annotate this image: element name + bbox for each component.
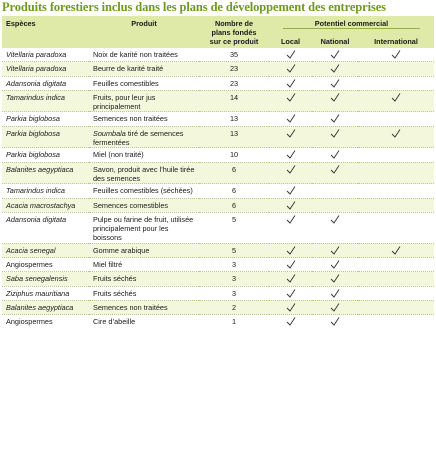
table-row — [2, 198, 434, 212]
product-text: tiré de semences fermentées — [93, 128, 184, 148]
header-national: National — [312, 37, 358, 48]
product-cell — [89, 162, 199, 184]
checkmark-icon — [286, 260, 296, 269]
product-text: Savon, produit avec l’huile tirée des semences — [93, 164, 195, 183]
header-species: Espèces — [2, 16, 89, 48]
species-cell: Adansonia digitata — [2, 76, 89, 90]
international-potential-cell — [358, 148, 434, 162]
national-potential-cell — [312, 198, 358, 212]
species-cell: Tamarindus indica — [2, 184, 89, 198]
table-row — [2, 112, 434, 126]
product-text: Cire d’abeille — [93, 317, 136, 327]
checkmark-icon — [286, 246, 296, 255]
checkmark-icon — [330, 129, 340, 138]
header-count-line2: plans fondés — [211, 28, 257, 37]
international-potential-cell — [358, 126, 434, 148]
checkmark-icon — [286, 303, 296, 312]
checkmark-icon — [286, 150, 296, 159]
checkmark-icon — [286, 79, 296, 88]
product-text: Feuilles comestibles (séchées) — [93, 186, 193, 196]
local-potential-cell — [269, 300, 312, 314]
checkmark-icon — [330, 150, 340, 159]
table-row — [2, 272, 434, 286]
checkmark-icon — [391, 246, 401, 255]
product-cell — [89, 62, 199, 76]
species-cell: Angiospermes — [2, 258, 89, 272]
species-cell: Adansonia digitata — [2, 212, 89, 243]
product-cell — [89, 148, 199, 162]
product-cell — [89, 90, 199, 112]
national-potential-cell — [312, 90, 358, 112]
table-row — [2, 258, 434, 272]
product-text: Fruits séchés — [93, 274, 137, 284]
checkmark-icon — [330, 317, 340, 326]
checkmark-icon — [286, 274, 296, 283]
plan-count-cell: 6 — [199, 184, 269, 198]
checkmark-icon — [330, 50, 340, 59]
local-potential-cell — [269, 258, 312, 272]
checkmark-icon — [330, 79, 340, 88]
local-potential-cell — [269, 212, 312, 243]
header-potential — [269, 16, 434, 37]
checkmark-icon — [330, 260, 340, 269]
product-cell — [89, 198, 199, 212]
header-potential-label: Potentiel commercial — [283, 19, 420, 29]
international-potential-cell — [358, 243, 434, 257]
product-text: Gomme arabique — [93, 245, 150, 255]
checkmark-icon — [286, 201, 296, 210]
national-potential-cell — [312, 272, 358, 286]
national-potential-cell — [312, 48, 358, 62]
product-cell — [89, 286, 199, 300]
local-potential-cell — [269, 286, 312, 300]
plan-count-cell: 5 — [199, 243, 269, 257]
checkmark-icon — [330, 303, 340, 312]
species-cell: Ziziphus mauritiana — [2, 286, 89, 300]
table-container — [2, 16, 434, 465]
forest-products-table — [2, 16, 434, 329]
national-potential-cell — [312, 76, 358, 90]
local-potential-cell — [269, 315, 312, 329]
product-local-name: Soumbala — [93, 128, 126, 138]
header-count-line3: sur ce produit — [209, 37, 259, 46]
national-potential-cell — [312, 212, 358, 243]
table-row — [2, 62, 434, 76]
local-potential-cell — [269, 148, 312, 162]
product-text: Semences non traitées — [93, 114, 168, 124]
local-potential-cell — [269, 112, 312, 126]
product-cell — [89, 212, 199, 243]
product-cell — [89, 48, 199, 62]
checkmark-icon — [286, 93, 296, 102]
species-cell: Parkia biglobosa — [2, 126, 89, 148]
checkmark-icon — [286, 129, 296, 138]
international-potential-cell — [358, 272, 434, 286]
product-text: Miel filtré — [93, 260, 123, 270]
local-potential-cell — [269, 48, 312, 62]
local-potential-cell — [269, 126, 312, 148]
checkmark-icon — [286, 317, 296, 326]
checkmark-icon — [330, 274, 340, 283]
product-text: Miel (non traité) — [93, 150, 144, 160]
table-row — [2, 76, 434, 90]
national-potential-cell — [312, 62, 358, 76]
local-potential-cell — [269, 184, 312, 198]
species-cell: Acacia senegal — [2, 243, 89, 257]
checkmark-icon — [330, 246, 340, 255]
plan-count-cell: 6 — [199, 198, 269, 212]
checkmark-icon — [330, 215, 340, 224]
checkmark-icon — [286, 114, 296, 123]
table-row — [2, 315, 434, 329]
table-row — [2, 243, 434, 257]
checkmark-icon — [286, 50, 296, 59]
international-potential-cell — [358, 258, 434, 272]
international-potential-cell — [358, 300, 434, 314]
plan-count-cell: 3 — [199, 258, 269, 272]
international-potential-cell — [358, 184, 434, 198]
species-cell: Angiospermes — [2, 315, 89, 329]
plan-count-cell: 14 — [199, 90, 269, 112]
national-potential-cell — [312, 315, 358, 329]
species-cell: Saba senegalensis — [2, 272, 89, 286]
checkmark-icon — [391, 93, 401, 102]
plan-count-cell: 23 — [199, 62, 269, 76]
table-row — [2, 184, 434, 198]
plan-count-cell: 1 — [199, 315, 269, 329]
plan-count-cell: 6 — [199, 162, 269, 184]
local-potential-cell — [269, 90, 312, 112]
plan-count-cell: 5 — [199, 212, 269, 243]
header-count — [199, 16, 269, 48]
product-cell — [89, 184, 199, 198]
local-potential-cell — [269, 243, 312, 257]
national-potential-cell — [312, 286, 358, 300]
table-row — [2, 126, 434, 148]
checkmark-icon — [330, 93, 340, 102]
product-cell — [89, 300, 199, 314]
checkmark-icon — [330, 165, 340, 174]
international-potential-cell — [358, 76, 434, 90]
product-cell — [89, 243, 199, 257]
plan-count-cell: 3 — [199, 286, 269, 300]
national-potential-cell — [312, 184, 358, 198]
checkmark-icon — [330, 64, 340, 73]
table-row — [2, 48, 434, 62]
species-cell: Parkia biglobosa — [2, 148, 89, 162]
checkmark-icon — [330, 289, 340, 298]
national-potential-cell — [312, 162, 358, 184]
international-potential-cell — [358, 315, 434, 329]
table-row — [2, 148, 434, 162]
local-potential-cell — [269, 198, 312, 212]
product-cell — [89, 315, 199, 329]
species-cell: Acacia macrostachya — [2, 198, 89, 212]
table-body — [2, 48, 434, 329]
international-potential-cell — [358, 90, 434, 112]
international-potential-cell — [358, 198, 434, 212]
product-text: Pulpe ou farine de fruit, utilisée principalement pour les boissons — [93, 214, 194, 243]
product-text: Fruits séchés — [93, 288, 137, 298]
species-cell: Tamarindus indica — [2, 90, 89, 112]
table-row — [2, 286, 434, 300]
product-text: Fruits, pour leur jus principalement — [93, 92, 156, 112]
species-cell: Vitellaria paradoxa — [6, 50, 67, 59]
local-potential-cell — [269, 76, 312, 90]
species-cell: Parkia biglobosa — [2, 112, 89, 126]
international-potential-cell — [358, 212, 434, 243]
local-potential-cell — [269, 272, 312, 286]
header-local: Local — [269, 37, 312, 48]
product-cell — [89, 258, 199, 272]
product-text: Noix de karité non traitées — [93, 50, 178, 59]
product-cell — [89, 272, 199, 286]
checkmark-icon — [286, 64, 296, 73]
plan-count-cell: 35 — [229, 50, 239, 59]
species-cell: Vitellaria paradoxa — [2, 62, 89, 76]
species-cell: Balanites aegyptiaca — [2, 162, 89, 184]
checkmark-icon — [330, 114, 340, 123]
checkmark-icon — [391, 129, 401, 138]
national-potential-cell — [312, 112, 358, 126]
product-cell — [89, 76, 199, 90]
plan-count-cell: 10 — [199, 148, 269, 162]
local-potential-cell — [269, 62, 312, 76]
product-cell — [89, 112, 199, 126]
table-row — [2, 300, 434, 314]
table-row — [2, 212, 434, 243]
product-text: Semences non traitées — [93, 302, 168, 312]
international-potential-cell — [358, 112, 434, 126]
national-potential-cell — [312, 126, 358, 148]
national-potential-cell — [312, 300, 358, 314]
header-international: International — [358, 37, 434, 48]
species-cell: Balanites aegyptiaca — [2, 300, 89, 314]
table-row — [2, 90, 434, 112]
international-potential-cell — [358, 286, 434, 300]
national-potential-cell — [312, 258, 358, 272]
checkmark-icon — [286, 215, 296, 224]
plan-count-cell: 23 — [199, 76, 269, 90]
local-potential-cell — [269, 162, 312, 184]
table-title: Produits forestiers inclus dans les plans de développement des entreprises — [2, 0, 386, 14]
checkmark-icon — [286, 165, 296, 174]
product-cell — [89, 126, 199, 148]
header-product: Produit — [89, 16, 199, 48]
national-potential-cell — [312, 148, 358, 162]
checkmark-icon — [286, 186, 296, 195]
product-text: Semences comestibles — [93, 200, 169, 210]
checkmark-icon — [391, 50, 401, 59]
checkmark-icon — [286, 289, 296, 298]
product-text: Beurre de karité traité — [93, 64, 164, 74]
plan-count-cell: 13 — [199, 126, 269, 148]
header-count-line1: Nombre de — [214, 19, 254, 28]
product-text: Feuilles comestibles — [93, 78, 159, 88]
table-row — [2, 162, 434, 184]
national-potential-cell — [312, 243, 358, 257]
international-potential-cell — [358, 48, 434, 62]
plan-count-cell: 2 — [199, 300, 269, 314]
plan-count-cell: 13 — [199, 112, 269, 126]
plan-count-cell: 3 — [199, 272, 269, 286]
international-potential-cell — [358, 62, 434, 76]
international-potential-cell — [358, 162, 434, 184]
